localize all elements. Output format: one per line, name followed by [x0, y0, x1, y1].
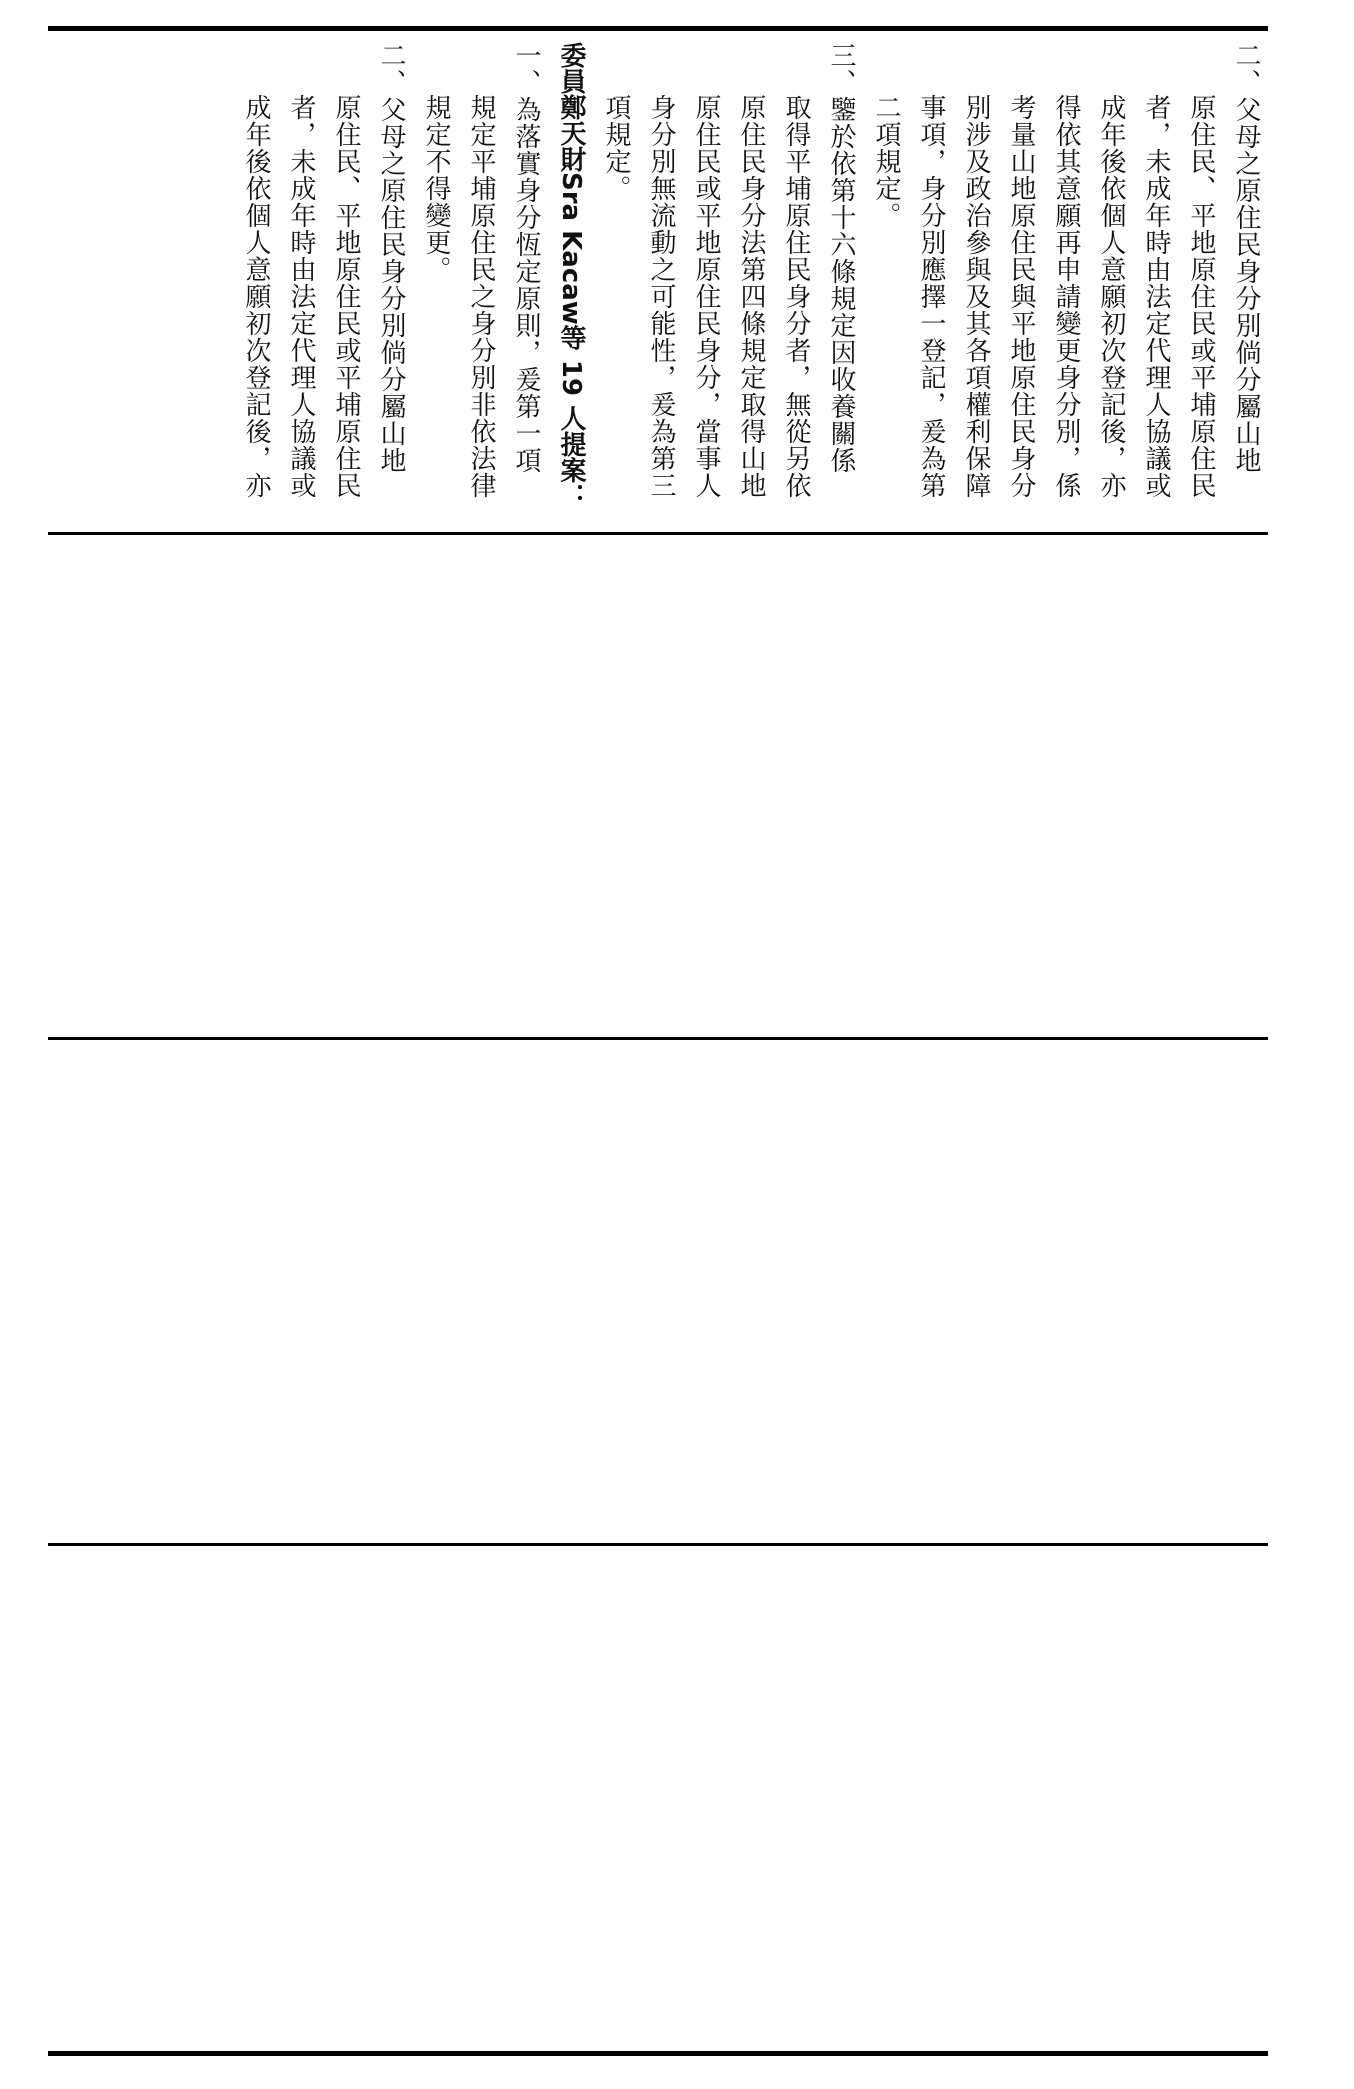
- paragraph-line: 身分別無流動之可能性，爰為第三: [646, 94, 676, 499]
- paragraph-line: 者，未成年時由法定代理人協議或: [1141, 94, 1171, 499]
- paragraph-line: 二、父母之原住民身分別倘分屬山地: [1231, 42, 1261, 474]
- paragraph-line: 原住民或平地原住民身分，當事人: [691, 94, 721, 499]
- paragraph-line: 規定不得變更。: [421, 94, 451, 283]
- paragraph-line: 規定平埔原住民之身分別非依法律: [466, 94, 496, 499]
- table-cell-explanation: [48, 30, 1268, 530]
- vertical-text-column: [233, 42, 1268, 512]
- paragraph-line: 原住民、平地原住民或平埔原住民: [331, 94, 361, 499]
- paragraph-line: 二、父母之原住民身分別倘分屬山地: [376, 42, 406, 474]
- table-row-divider: [48, 1543, 1268, 1546]
- paragraph-line: 三、鑒於依第十六條規定因收養關係: [826, 42, 856, 474]
- paragraph-line: 取得平埔原住民身分者，無從另依: [781, 94, 811, 499]
- paragraph-line: 得依其意願再申請變更身分別，係: [1051, 94, 1081, 499]
- table-bottom-rule: [48, 2051, 1268, 2056]
- paragraph-line: 二項規定。: [871, 94, 901, 229]
- table-row-divider: [48, 532, 1268, 535]
- paragraph-line: 成年後依個人意願初次登記後，亦: [241, 94, 271, 499]
- paragraph-line: 原住民身分法第四條規定取得山地: [736, 94, 766, 499]
- proposal-heading: 委員鄭天財Sra Kacaw等 19 人提案：: [556, 42, 586, 510]
- paragraph-line: 原住民、平地原住民或平埔原住民: [1186, 94, 1216, 499]
- table-cell-empty: [48, 538, 1268, 1035]
- paragraph-line: 項規定。: [601, 94, 631, 202]
- table-cell-empty: [48, 1043, 1268, 1541]
- paragraph-line: 事項，身分別應擇一登記，爰為第: [916, 94, 946, 499]
- paragraph-line: 成年後依個人意願初次登記後，亦: [1096, 94, 1126, 499]
- paragraph-line: 一、為落實身分恆定原則，爰第一項: [511, 42, 541, 474]
- table-cell-empty: [48, 1549, 1268, 2049]
- paragraph-line: 別涉及政治參與及其各項權利保障: [961, 94, 991, 499]
- table-row-divider: [48, 1037, 1268, 1040]
- paragraph-line: 者，未成年時由法定代理人協議或: [286, 94, 316, 499]
- paragraph-line: 考量山地原住民與平地原住民身分: [1006, 94, 1036, 499]
